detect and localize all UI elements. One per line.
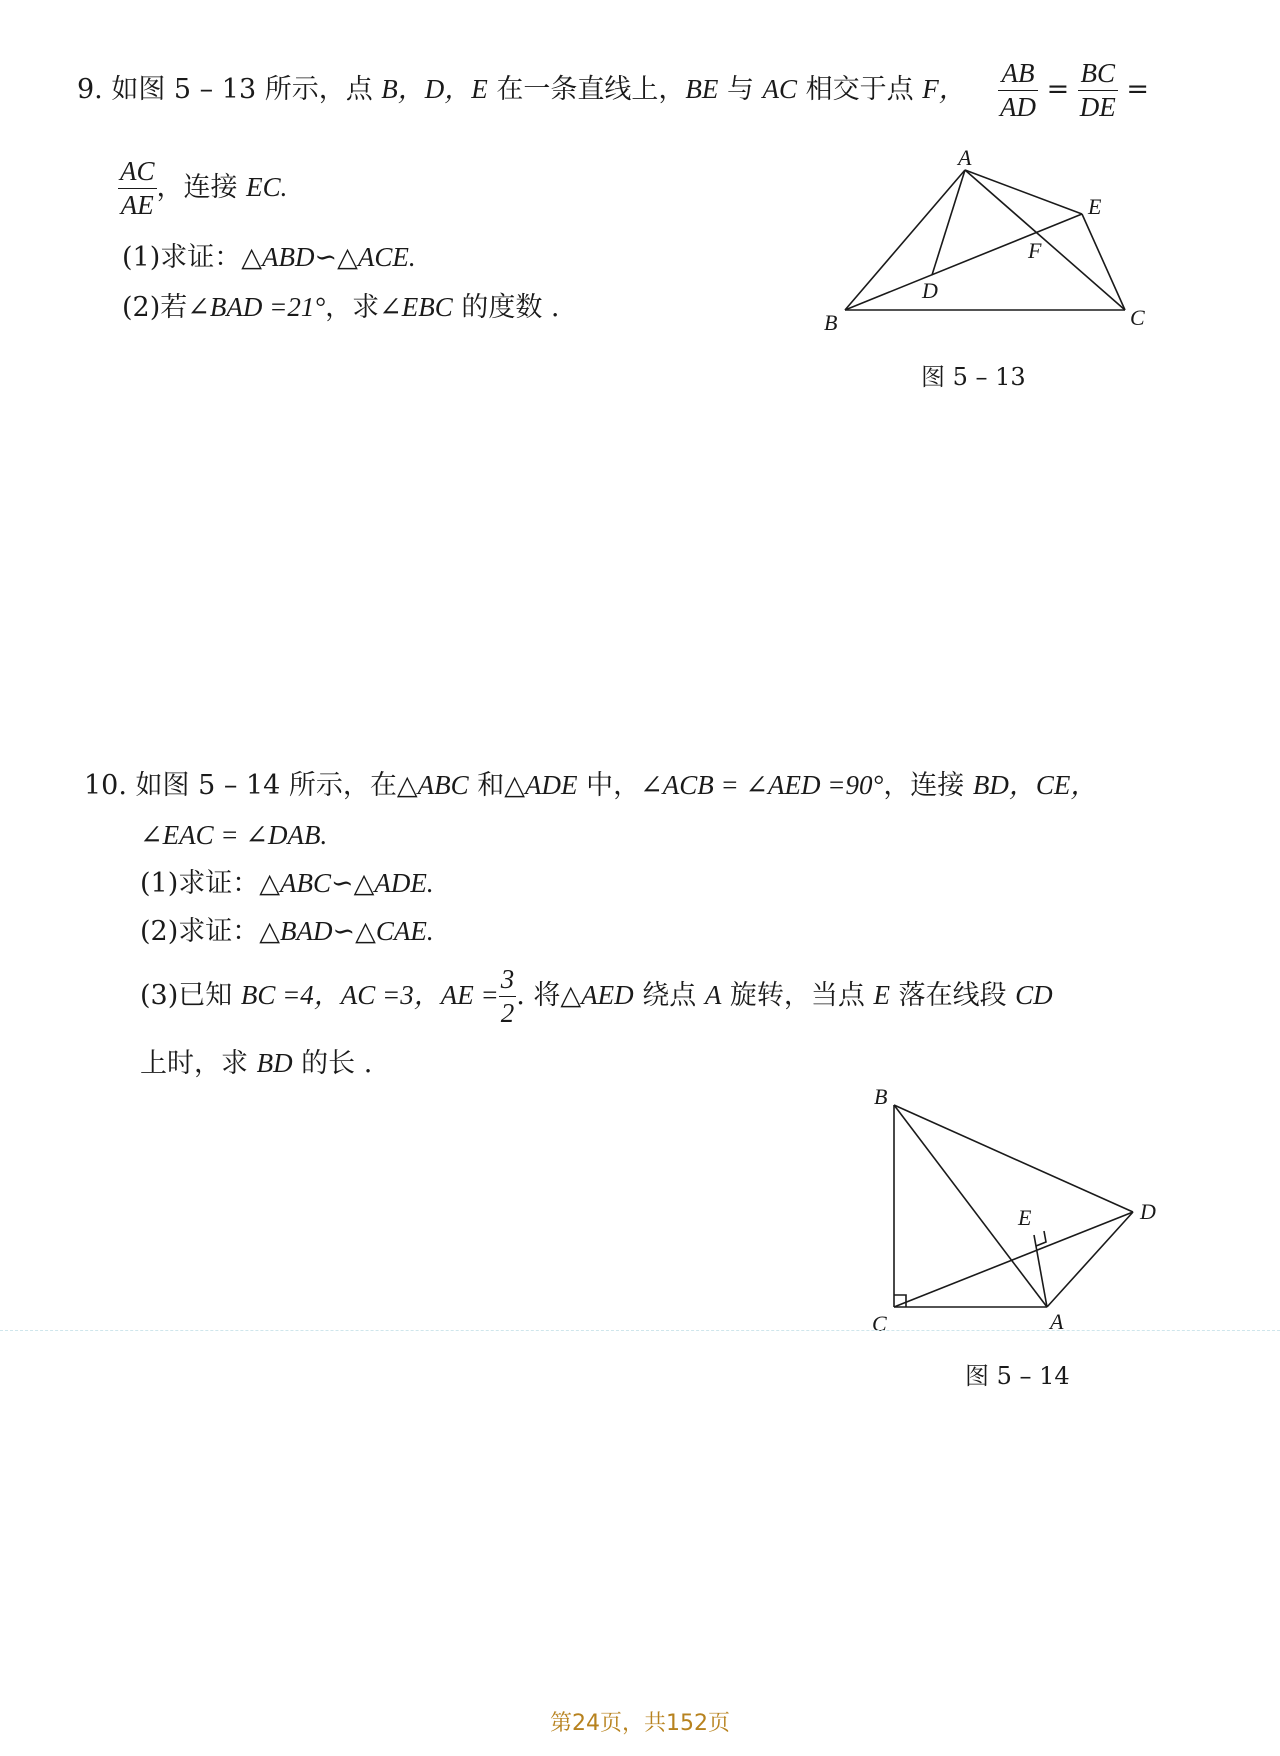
page-footer: 第24页，共152页 <box>550 1711 730 1736</box>
equals-sign: = <box>1117 74 1150 105</box>
fraction-numerator: 3 <box>499 966 517 997</box>
q10-sub3-segment-cd: CD <box>1015 980 1053 1010</box>
point-label-d: D <box>922 278 938 303</box>
q9-sub2-mid: ，求 <box>325 292 380 323</box>
q9-fraction-ac-ae <box>118 158 157 219</box>
figure-5-14-svg <box>860 1085 1180 1345</box>
segment-ae <box>965 170 1082 214</box>
q9-points-bde: B，D，E <box>381 74 488 104</box>
q10-segments-bd-ce: BD，CE， <box>972 770 1098 800</box>
q10-sub3-line2-text: 上时，求 <box>140 1048 257 1079</box>
figure-5-13 <box>810 150 1170 340</box>
q10-sub3-text: . 将 <box>516 980 561 1011</box>
q10-subquestion-3-line2 <box>140 1050 372 1077</box>
fraction-denominator: 2 <box>500 998 515 1028</box>
q10-sub3-line2-suffix: 的长 . <box>292 1048 373 1079</box>
figure-5-14 <box>860 1085 1180 1345</box>
q10-sub3-text-4: 落在线段 <box>890 980 1016 1011</box>
q10-sub3-prefix: (3)已知 <box>140 980 241 1011</box>
q9-sub1-prefix: (1)求证： <box>122 242 242 273</box>
q10-sub1-prefix: (1)求证： <box>140 868 260 899</box>
q9-sub2-formula2: ∠EBC <box>379 292 453 322</box>
q9-stem-text: 9. 如图 5 – 13 所示，点 <box>77 74 382 105</box>
point-label-e: E <box>1018 1205 1032 1230</box>
q10-sub2-formula: △BAD∽△CAE. <box>259 916 434 946</box>
q9-sub2-suffix: 的度数 . <box>452 292 560 323</box>
segment-ad <box>932 170 965 275</box>
point-label-a: A <box>1050 1309 1064 1334</box>
q10-stem-text: 10. 如图 5 – 14 所示，在 <box>84 770 397 801</box>
q9-subquestion-2 <box>122 294 560 321</box>
right-angle-mark-e <box>1036 1231 1046 1246</box>
q9-stem-text-2: 在一条直线上， <box>487 74 686 105</box>
q10-stem-line1 <box>84 772 1097 799</box>
q9-stem-text-3: 与 <box>718 74 763 105</box>
q10-sub2-prefix: (2)求证： <box>140 916 260 947</box>
fraction-numerator: AC <box>118 158 157 189</box>
q10-and: 和 <box>468 770 505 801</box>
scan-divider <box>0 1330 1280 1331</box>
q10-stem-text-2: 中， <box>577 770 641 801</box>
point-label-c: C <box>1130 305 1145 330</box>
q10-stem-line2: ∠EAC = ∠DAB. <box>140 820 328 850</box>
q9-subquestion-1 <box>122 244 416 271</box>
point-label-e: E <box>1088 194 1102 219</box>
q10-sub3-triangle: △AED <box>560 980 634 1010</box>
q9-stem-line1 <box>77 76 966 103</box>
q9-ratio-fractions <box>998 60 1149 121</box>
q10-subquestion-3-line1 <box>140 966 1053 1027</box>
segment-ac <box>965 170 1125 310</box>
q9-stem-text-4: 相交于点 <box>797 74 923 105</box>
q9-point-f: F， <box>922 74 966 104</box>
q10-stem-text-3: ，连接 <box>883 770 973 801</box>
fraction-numerator: AB <box>998 60 1038 91</box>
figure-5-13-caption: 图 5 – 13 <box>921 363 1026 391</box>
q9-fraction-bc-de <box>1078 60 1118 121</box>
q10-sub3-text-2: 绕点 <box>633 980 705 1011</box>
fraction-denominator: DE <box>1079 92 1116 122</box>
q10-subquestion-1 <box>140 870 434 897</box>
q9-segment-ac: AC <box>762 74 798 104</box>
q10-sub3-text-3: 旋转，当点 <box>721 980 874 1011</box>
fraction-denominator: AE <box>120 190 154 220</box>
q9-fraction-ab-ad <box>998 60 1038 121</box>
q9-stem-line2 <box>118 158 287 219</box>
q10-sub3-values: BC =4，AC =3，AE = <box>240 980 499 1010</box>
segment-be <box>845 214 1082 310</box>
point-label-c: C <box>872 1311 887 1336</box>
segment-cd <box>894 1212 1133 1307</box>
q10-triangle-abc: △ABC <box>396 770 469 800</box>
q10-fraction-3-2 <box>499 966 517 1027</box>
q10-sub3-point-a: A <box>704 980 722 1010</box>
q10-sub3-segment-bd: BD <box>256 1048 293 1078</box>
point-label-f: F <box>1028 238 1042 263</box>
q9-sub2-formula: ∠BAD =21° <box>187 292 326 322</box>
q9-stem-text-5: ，连接 <box>156 172 247 203</box>
q10-subquestion-2 <box>140 918 434 945</box>
segment-bd <box>894 1105 1133 1212</box>
fraction-numerator: BC <box>1078 60 1118 91</box>
figure-5-14-caption: 图 5 – 14 <box>965 1362 1070 1390</box>
point-label-d: D <box>1140 1199 1156 1224</box>
figure-5-13-svg <box>810 150 1170 340</box>
segment-ab <box>845 170 965 310</box>
point-label-b: B <box>824 310 838 335</box>
q10-angle-equation: ∠ACB = ∠AED =90° <box>640 770 884 800</box>
point-label-a: A <box>958 150 972 170</box>
segment-ec <box>1082 214 1125 310</box>
q10-sub3-point-e: E <box>873 980 890 1010</box>
q9-sub2-prefix: (2)若 <box>122 292 188 323</box>
q10-triangle-ade: △ADE <box>504 770 578 800</box>
q9-sub1-formula: △ABD∽△ACE. <box>241 242 416 272</box>
q9-segment-ec: EC. <box>246 172 288 202</box>
fraction-denominator: AD <box>1000 92 1036 122</box>
q9-segment-be: BE <box>685 74 719 104</box>
q10-sub1-formula: △ABC∽△ADE. <box>259 868 434 898</box>
point-label-b: B <box>874 1085 888 1109</box>
segment-ad <box>1047 1212 1133 1307</box>
equals-sign: = <box>1038 74 1078 105</box>
